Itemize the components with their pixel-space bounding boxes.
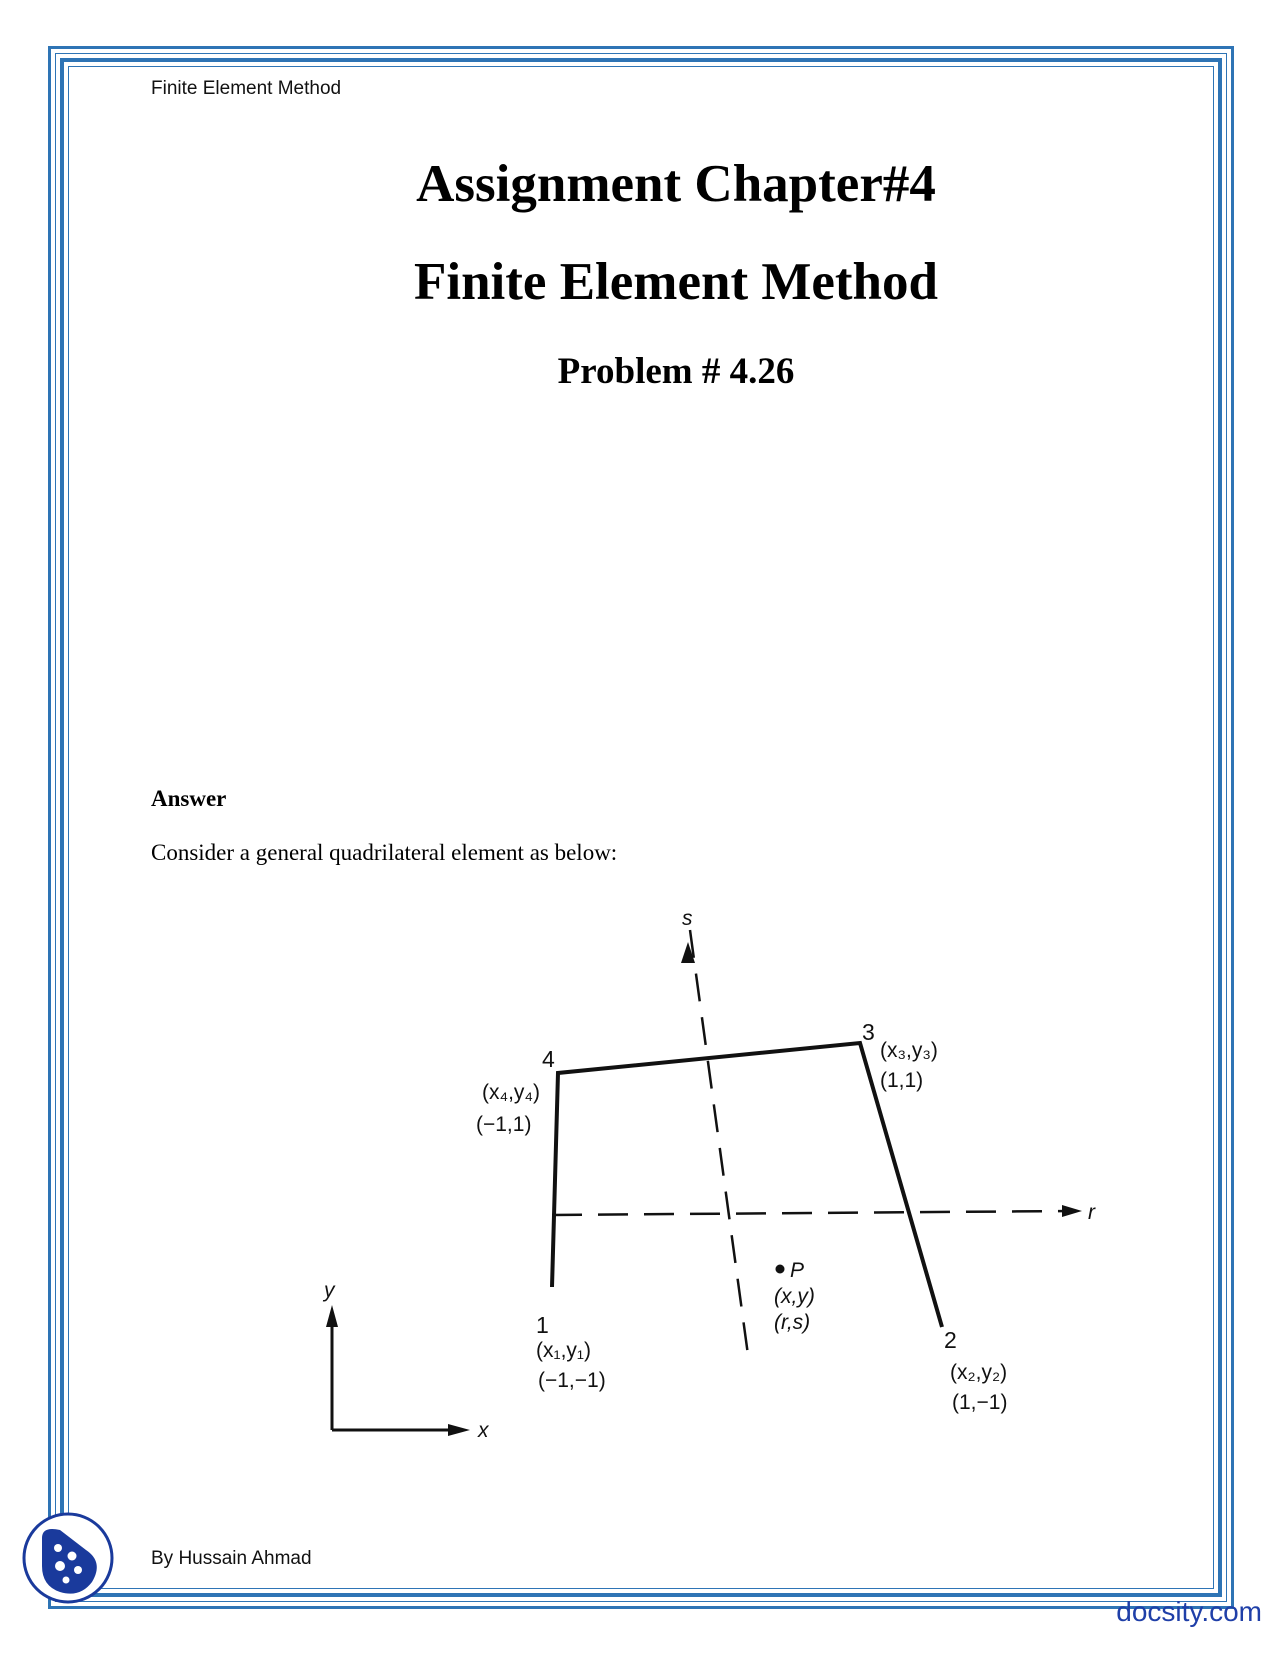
page-footer: By Hussain Ahmad (151, 1548, 312, 1569)
title-problem: Problem # 4.26 (557, 351, 795, 392)
node1-rs: (−1,−1) (538, 1369, 606, 1392)
node4-rs: (−1,1) (476, 1113, 532, 1136)
s-axis-line (690, 930, 748, 1355)
title-subject: Finite Element Method (413, 253, 939, 311)
s-axis-label: s (682, 907, 693, 930)
r-axis-line (552, 1211, 1070, 1215)
point-p-marker (776, 1265, 785, 1274)
answer-text: Consider a general quadrilateral element as below: (151, 840, 618, 865)
title-assignment: Assignment Chapter#4 (416, 155, 936, 213)
docsity-watermark[interactable]: docsity.com (1116, 1596, 1262, 1627)
node1-number: 1 (536, 1312, 549, 1338)
node2-xy: (x₂,y₂) (950, 1361, 1008, 1384)
node3-xy: (x₃,y₃) (880, 1039, 938, 1062)
node4-number: 4 (542, 1046, 555, 1072)
point-p-xy: (x,y) (774, 1285, 815, 1308)
quadrilateral-figure (290, 905, 1110, 1485)
point-p-name: P (790, 1259, 805, 1282)
node3-rs: (1,1) (880, 1069, 924, 1092)
node2-number: 2 (944, 1327, 957, 1353)
y-axis-label: y (324, 1279, 335, 1302)
answer-heading: Answer (151, 786, 227, 811)
x-axis-arrow-icon (448, 1424, 470, 1436)
x-axis-label: x (478, 1419, 489, 1442)
node3-number: 3 (862, 1019, 875, 1045)
r-axis-arrow-icon (1062, 1205, 1082, 1217)
point-p-rs: (r,s) (774, 1311, 811, 1334)
page-header: Finite Element Method (151, 78, 342, 99)
node1-xy: (x₁,y₁) (536, 1339, 591, 1362)
node2-rs: (1,−1) (952, 1391, 1008, 1414)
r-axis-label: r (1088, 1201, 1095, 1224)
docsity-logo-icon (20, 1510, 116, 1606)
node4-xy: (x₄,y₄) (482, 1081, 540, 1104)
y-axis-arrow-icon (326, 1305, 338, 1327)
